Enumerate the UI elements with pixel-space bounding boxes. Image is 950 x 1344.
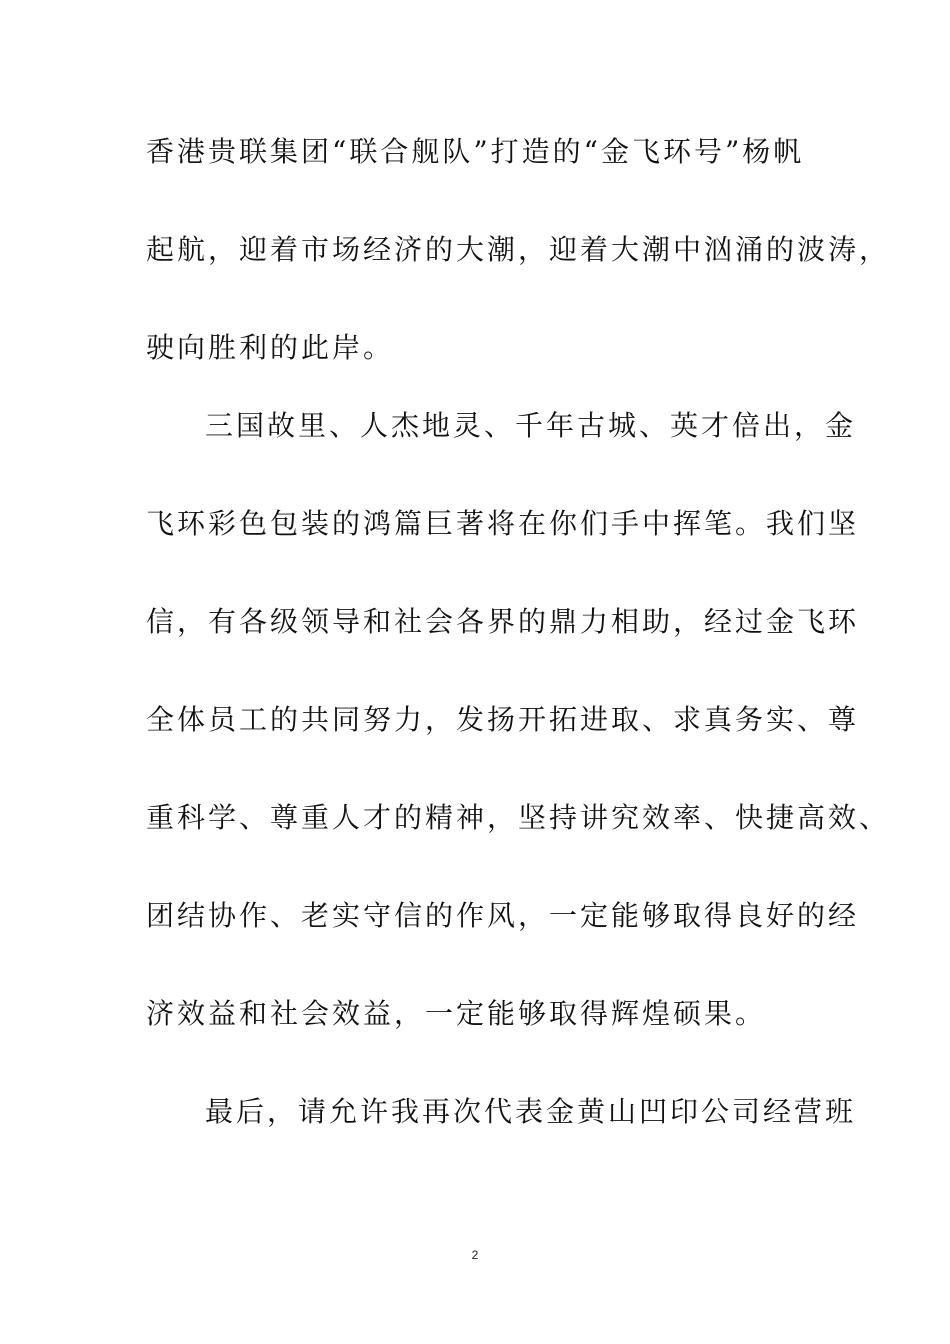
paragraph-start-line: 最后，请允许我再次代表金黄山凹印公司经营班 [205, 1095, 857, 1128]
text-line: 飞环彩色包装的鸿篇巨著将在你们手中挥笔。我们坚 [146, 507, 860, 540]
page-number: 2 [471, 1248, 479, 1262]
text-line: 信，有各级领导和社会各界的鼎力相助，经过金飞环 [146, 605, 860, 638]
text-line: 起航，迎着市场经济的大潮，迎着大潮中汹涌的波涛， [146, 233, 891, 266]
text-line: 济效益和社会效益，一定能够取得辉煌硕果。 [146, 997, 767, 1030]
text-line: 驶向胜利的此岸。 [146, 331, 395, 364]
text-line: 团结协作、老实守信的作风，一定能够取得良好的经 [146, 899, 860, 932]
text-line: 重科学、尊重人才的精神，坚持讲究效率、快捷高效、 [146, 801, 891, 834]
paragraph-start-line: 三国故里、人杰地灵、千年古城、英才倍出，金 [205, 409, 857, 442]
text-line: 香港贵联集团“联合舰队”打造的“金飞环号”杨帆 [146, 135, 805, 168]
text-line: 全体员工的共同努力，发扬开拓进取、求真务实、尊 [146, 703, 860, 736]
